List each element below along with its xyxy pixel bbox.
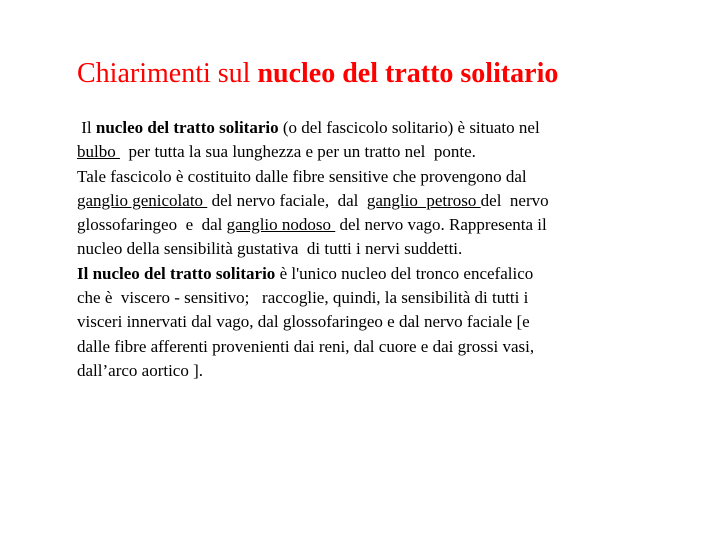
underlined-term: ganglio nodoso [226, 215, 336, 235]
body-line [77, 213, 647, 237]
underlined-term: ganglio genicolato [77, 190, 208, 210]
text-segment: visceri innervati dal vago, dal glossofaringeo e dal nervo faciale [e [77, 312, 530, 332]
bold-text: nucleo del tratto solitario [95, 118, 279, 137]
bold-text: Il nucleo del tratto solitario [77, 263, 276, 283]
body-line [77, 286, 647, 310]
text-segment: Tale fascicolo è costituito dalle fibre sensitive che provengono dal [77, 166, 527, 186]
text-segment: è l'unico nucleo del tronco encefalico [275, 263, 534, 283]
slide-title-bold: nucleo del tratto solitario [257, 58, 559, 89]
text-segment: dalle fibre afferenti provenienti dai reni, dal cuore e dai grossi vasi, [77, 336, 535, 356]
slide-body [77, 116, 647, 383]
underlined-term: bulbo [77, 142, 120, 162]
body-line [77, 237, 647, 261]
text-segment: del nervo [480, 190, 549, 210]
body-line [77, 310, 647, 334]
body-line [77, 140, 647, 164]
body-line [77, 116, 647, 140]
text-segment: che è viscero - sensitivo; raccoglie, quindi, la sensibilità di tutti i [77, 288, 529, 308]
text-segment: per tutta la sua lunghezza e per un tratto nel ponte. [119, 142, 476, 162]
text-segment: Il [77, 118, 96, 137]
body-line [77, 189, 647, 213]
slide-title-prefix: Chiarimenti sul [77, 58, 258, 89]
body-line [77, 335, 647, 359]
text-segment: del nervo faciale, dal [207, 190, 367, 210]
text-segment: glossofaringeo e dal [77, 215, 227, 235]
underlined-term: ganglio petroso [366, 190, 481, 210]
body-line [77, 165, 647, 189]
text-segment: nucleo della sensibilità gustativa di tutti i nervi suddetti. [77, 239, 463, 259]
body-line [77, 359, 647, 383]
text-segment: dall’arco aortico ]. [77, 360, 204, 380]
text-segment: (o del fascicolo solitario) è situato nel [278, 118, 540, 137]
text-segment: del nervo vago. Rappresenta il [335, 215, 547, 235]
body-line [77, 262, 647, 286]
slide-title [77, 56, 558, 92]
